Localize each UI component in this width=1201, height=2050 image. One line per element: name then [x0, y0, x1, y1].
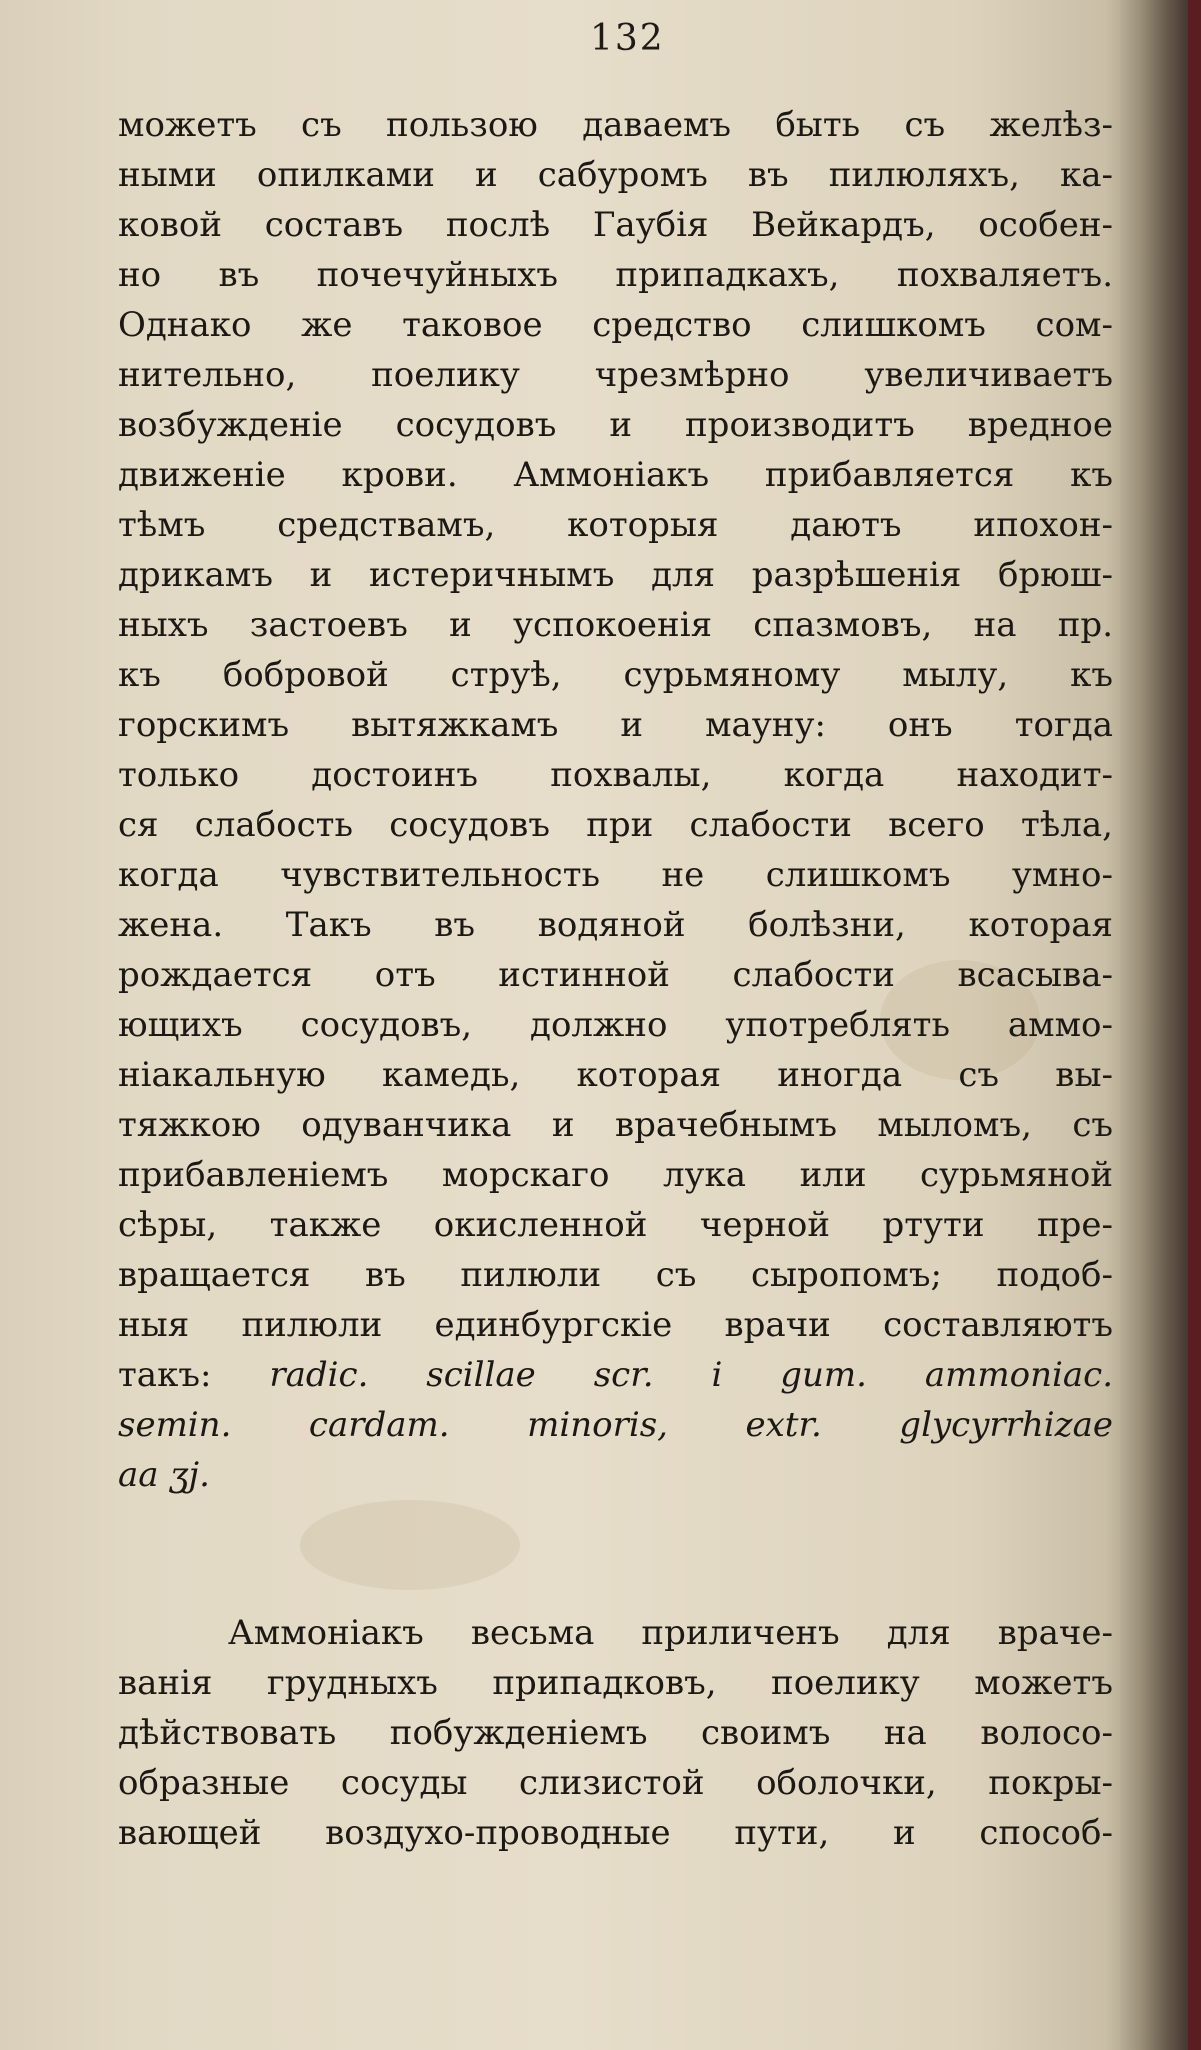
body-text: [118, 100, 1113, 1858]
text-line: ковой составъ послѣ Гаубія Вейкардъ, особен-: [118, 205, 1113, 245]
text-line: ющихъ сосудовъ, должно употреблять аммо-: [118, 1005, 1113, 1045]
text-line: нительно, поелику чрезмѣрно увеличиваетъ: [118, 355, 1113, 395]
text-line: ныхъ застоевъ и успокоенія спазмовъ, на пр.: [118, 605, 1113, 645]
text-line: ся слабость сосудовъ при слабости всего тѣла,: [118, 805, 1113, 845]
text-line: къ бобровой струѣ, сурьмяному мылу, къ: [118, 655, 1113, 695]
text-line: ныя пилюли единбургскіе врачи составляютъ: [118, 1305, 1113, 1345]
text-line: горскимъ вытяжкамъ и мауну: онъ тогда: [118, 705, 1113, 745]
text-line: образные сосуды слизистой оболочки, покры-: [118, 1763, 1113, 1803]
paragraph-gap: [118, 1500, 1113, 1608]
text-line: когда чувствительность не слишкомъ умно-: [118, 855, 1113, 895]
text-line: можетъ съ пользою даваемъ быть съ желѣз-: [118, 105, 1113, 145]
text-line: ніакальную камедь, которая иногда съ вы-: [118, 1055, 1113, 1095]
text-line: дѣйствовать побужденіемъ своимъ на волосо-: [118, 1713, 1113, 1753]
text-line: прибавленіемъ морскаго лука или сурьмяной: [118, 1155, 1113, 1195]
text-line: ванія грудныхъ припадковъ, поелику можетъ: [118, 1663, 1113, 1703]
formula-line: [118, 1350, 1113, 1400]
text-line: сѣры, также окисленной черной ртути пре-: [118, 1205, 1113, 1245]
text-line: вращается въ пилюли съ сыропомъ; подоб-: [118, 1255, 1113, 1295]
formula-line: semin. cardam. minoris, extr. glycyrrhizae: [118, 1405, 1113, 1445]
formula-latin: radic. scillae scr. i gum. ammoniac.: [269, 1355, 1113, 1395]
text-line: вающей воздухо-проводные пути, и способ-: [118, 1813, 1113, 1853]
text-line: рождается отъ истинной слабости всасыва-: [118, 955, 1113, 995]
text-line: но въ почечуйныхъ припадкахъ, похваляетъ.: [118, 255, 1113, 295]
text-line: движеніе крови. Аммоніакъ прибавляется къ: [118, 455, 1113, 495]
book-cover-edge: [1188, 0, 1201, 2050]
text-line: ными опилками и сабуромъ въ пилюляхъ, ка-: [118, 155, 1113, 195]
text-line: Аммоніакъ весьма приличенъ для враче-: [228, 1613, 1113, 1653]
text-line: только достоинъ похвалы, когда находит-: [118, 755, 1113, 795]
text-line: тѣмъ средствамъ, которыя даютъ ипохон-: [118, 505, 1113, 545]
text-line: возбужденіе сосудовъ и производитъ вредное: [118, 405, 1113, 445]
text-line: Однако же таковое средство слишкомъ сом-: [118, 305, 1113, 345]
formula-line: aa ʒj.: [118, 1455, 210, 1495]
page-number: 132: [590, 18, 665, 59]
text-line: тяжкою одуванчика и врачебнымъ мыломъ, съ: [118, 1105, 1113, 1145]
text-line: дрикамъ и истеричнымъ для разрѣшенія брюш-: [118, 555, 1113, 595]
formula-prefix: такъ:: [118, 1355, 212, 1395]
text-line: жена. Такъ въ водяной болѣзни, которая: [118, 905, 1113, 945]
